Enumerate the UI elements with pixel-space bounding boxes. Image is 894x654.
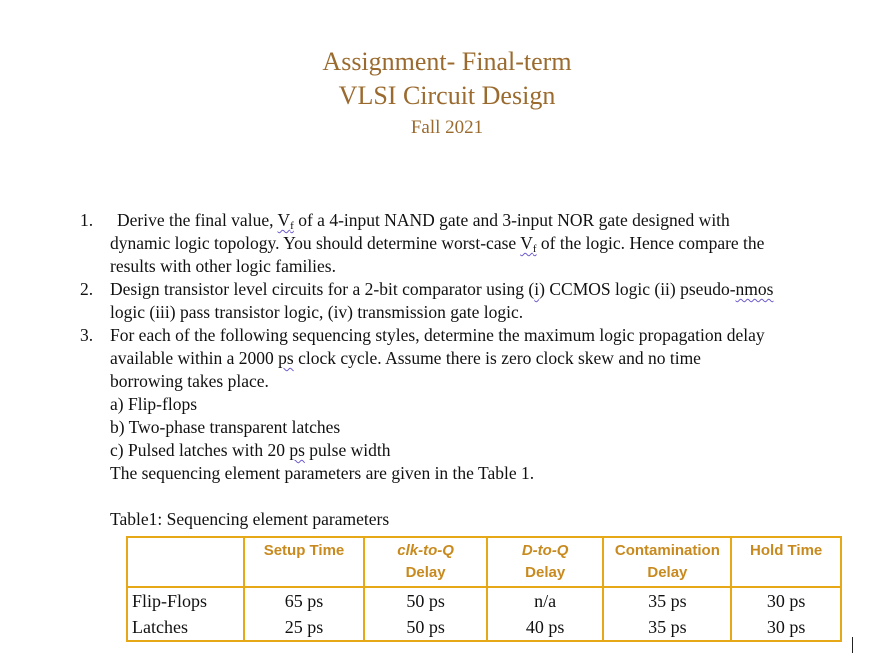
header-hold-time: Hold Time xyxy=(731,537,841,587)
cell-setup: 25 ps xyxy=(244,614,365,641)
term-label: Fall 2021 xyxy=(410,117,484,138)
course-title: VLSI Circuit Design xyxy=(338,81,556,110)
row-label: Flip-Flops xyxy=(127,587,244,614)
vf-symbol: $V_f$ xyxy=(277,210,294,232)
header-clk-to-q: clk-to-Q Delay xyxy=(364,537,487,587)
row-label: Latches xyxy=(127,614,244,641)
cell-d-to-q: 40 ps xyxy=(487,614,604,641)
question-1-number: 1. xyxy=(80,210,94,230)
question-2-line-2: logic (iii) pass transistor logic, (iv) transmission gate logic. xyxy=(110,302,524,322)
cell-setup: 65 ps xyxy=(244,587,365,614)
cell-hold: 30 ps xyxy=(731,614,841,641)
cell-clk-to-q: 50 ps xyxy=(364,587,487,614)
question-3-number: 3. xyxy=(80,325,94,345)
vf-symbol: $V_f$ xyxy=(520,233,537,255)
cell-contamination: 35 ps xyxy=(603,587,731,614)
table-caption: Table1: Sequencing element parameters xyxy=(110,509,390,529)
question-3-line-2: available within a 2000 ps clock cycle. Assume there is zero clock skew and no time xyxy=(110,348,701,368)
text-cursor xyxy=(852,637,853,653)
question-2-line-1: Design transistor level circuits for a 2-bit comparator using (i) CCMOS logic (ii) pseudo-nmos xyxy=(110,279,774,299)
cell-clk-to-q: 50 ps xyxy=(364,614,487,641)
table-row xyxy=(127,614,841,641)
question-3-line-3: borrowing takes place. xyxy=(110,371,269,391)
table-header-row xyxy=(127,537,841,587)
assignment-title: Assignment- Final-term xyxy=(322,47,572,76)
cell-contamination: 35 ps xyxy=(603,614,731,641)
header-d-to-q: D-to-Q Delay xyxy=(487,537,604,587)
question-1-line-2: dynamic logic topology. You should determine worst-case $V_f$ of the logic. Hence compare the xyxy=(110,233,765,255)
header-setup-time: Setup Time xyxy=(244,537,365,587)
table-row xyxy=(127,587,841,614)
question-1-line-1: Derive the final value, $V_f$ of a 4-input NAND gate and 3-input NOR gate designed with xyxy=(117,210,730,232)
cell-hold: 30 ps xyxy=(731,587,841,614)
question-3-line-1: For each of the following sequencing styles, determine the maximum logic propagation delay xyxy=(110,325,765,345)
table-reference-note: The sequencing element parameters are given in the Table 1. xyxy=(110,463,535,483)
question-2-number: 2. xyxy=(80,279,94,299)
cell-d-to-q: n/a xyxy=(487,587,604,614)
header-blank-cell xyxy=(127,537,244,587)
option-a: a) Flip-flops xyxy=(110,394,198,414)
option-c: c) Pulsed latches with 20 ps pulse width xyxy=(110,440,391,460)
question-1-line-3: results with other logic families. xyxy=(110,256,336,276)
header-contamination: Contamination Delay xyxy=(603,537,731,587)
sequencing-parameters-table xyxy=(126,536,842,642)
option-b: b) Two-phase transparent latches xyxy=(110,417,341,437)
